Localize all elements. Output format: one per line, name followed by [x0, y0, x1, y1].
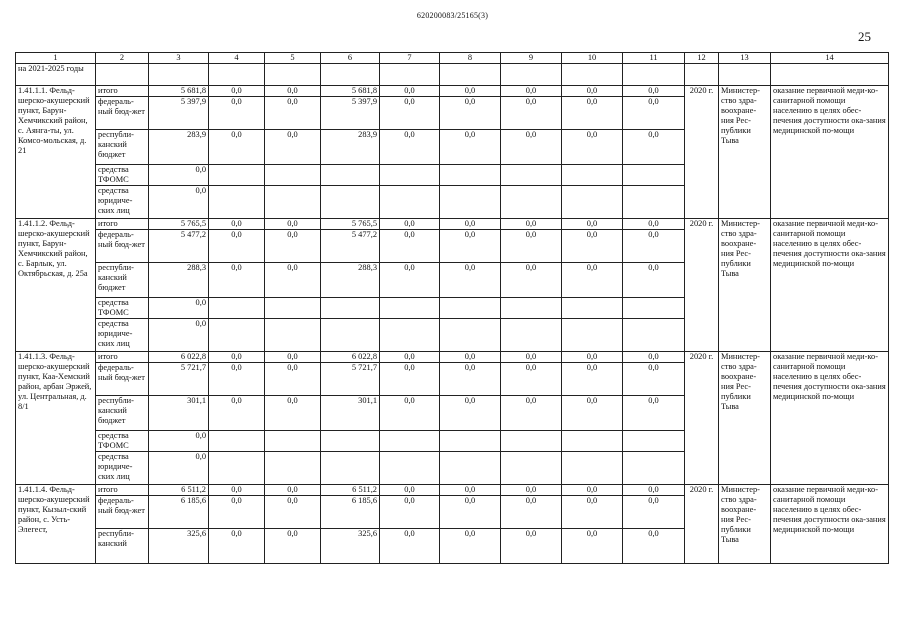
amount-cell: 0,0: [380, 130, 440, 165]
amount-cell: 0,0: [380, 86, 440, 97]
empty-cell: [501, 431, 562, 452]
amount-cell: 0,0: [501, 529, 562, 564]
amount-cell: 0,0: [562, 352, 623, 363]
amount-cell: 0,0: [501, 230, 562, 263]
empty-cell: [501, 165, 562, 186]
empty-cell: [265, 431, 321, 452]
empty-cell: [380, 165, 440, 186]
empty-cell: [562, 431, 623, 452]
table-row: [16, 219, 889, 230]
amount-cell: 0,0: [440, 263, 501, 298]
amount-cell: 0,0: [440, 363, 501, 396]
amount-cell: 0,0: [265, 230, 321, 263]
amount-cell: 0,0: [209, 485, 265, 496]
empty-cell: [321, 165, 380, 186]
amount-cell: 0,0: [265, 86, 321, 97]
empty-cell: [265, 452, 321, 485]
table-row: [16, 352, 889, 363]
amount-cell: 0,0: [209, 352, 265, 363]
budget-table: [15, 52, 889, 564]
amount-cell: 0,0: [501, 86, 562, 97]
empty-cell: [321, 186, 380, 219]
empty-cell: [265, 165, 321, 186]
intro-row: [16, 64, 889, 86]
amount-cell: 0,0: [623, 352, 685, 363]
amount-cell: 0,0: [380, 363, 440, 396]
amount-cell: 5 681,8: [321, 86, 380, 97]
amount-cell: 0,0: [149, 165, 209, 186]
amount-cell: 6 185,6: [149, 496, 209, 529]
empty-cell: [380, 319, 440, 352]
amount-cell: 0,0: [209, 219, 265, 230]
amount-cell: 283,9: [321, 130, 380, 165]
year-cell: 2020 г.: [685, 485, 719, 564]
year-cell: 2020 г.: [685, 86, 719, 219]
amount-cell: 0,0: [501, 352, 562, 363]
column-header: 1: [16, 53, 96, 64]
amount-cell: 0,0: [265, 496, 321, 529]
empty-cell: [265, 319, 321, 352]
amount-cell: 0,0: [380, 97, 440, 130]
empty-cell: [440, 452, 501, 485]
amount-cell: 0,0: [209, 97, 265, 130]
amount-cell: 0,0: [380, 219, 440, 230]
funding-source: итого: [96, 219, 149, 230]
amount-cell: 0,0: [440, 496, 501, 529]
amount-cell: 0,0: [623, 219, 685, 230]
empty-cell: [440, 319, 501, 352]
purpose-cell: оказание первичной меди-ко-санитарной помощи населению в целях обес-печения доступности ока-зания медицинской по-мощи: [771, 86, 889, 219]
column-header: 8: [440, 53, 501, 64]
amount-cell: 0,0: [209, 363, 265, 396]
empty-cell: [623, 431, 685, 452]
empty-cell: [380, 452, 440, 485]
amount-cell: 0,0: [623, 130, 685, 165]
amount-cell: 301,1: [321, 396, 380, 431]
amount-cell: 0,0: [380, 529, 440, 564]
amount-cell: 0,0: [440, 86, 501, 97]
amount-cell: 0,0: [562, 496, 623, 529]
empty-cell: [209, 452, 265, 485]
amount-cell: 0,0: [265, 130, 321, 165]
purpose-cell: оказание первичной меди-ко-санитарной помощи населению в целях обес-печения доступности ока-зания медицинской по-мощи: [771, 352, 889, 485]
amount-cell: 5 721,7: [149, 363, 209, 396]
amount-cell: 0,0: [380, 396, 440, 431]
facility-name: 1.41.1.1. Фельд-шерско-акушерский пункт, Барун-Хемчикский район, с. Аянга-ты, ул. Комсо-мольская, д. 21: [16, 86, 96, 219]
amount-cell: 0,0: [562, 485, 623, 496]
amount-cell: 0,0: [380, 263, 440, 298]
empty-cell: [440, 165, 501, 186]
funding-source: итого: [96, 86, 149, 97]
amount-cell: 5 477,2: [321, 230, 380, 263]
amount-cell: 0,0: [623, 97, 685, 130]
amount-cell: 0,0: [265, 97, 321, 130]
empty-cell: [209, 165, 265, 186]
amount-cell: 5 397,9: [321, 97, 380, 130]
empty-cell: [562, 186, 623, 219]
column-header: 13: [719, 53, 771, 64]
funding-source: федераль-ный бюд-жет: [96, 97, 149, 130]
funding-source: республи-канский бюджет: [96, 263, 149, 298]
empty-cell: [562, 452, 623, 485]
amount-cell: 0,0: [562, 219, 623, 230]
amount-cell: 0,0: [562, 97, 623, 130]
amount-cell: 0,0: [501, 219, 562, 230]
amount-cell: 0,0: [265, 219, 321, 230]
column-header: 14: [771, 53, 889, 64]
year-cell: 2020 г.: [685, 219, 719, 352]
amount-cell: 0,0: [501, 363, 562, 396]
funding-source: федераль-ный бюд-жет: [96, 363, 149, 396]
amount-cell: 0,0: [265, 363, 321, 396]
column-header: 6: [321, 53, 380, 64]
amount-cell: 0,0: [265, 485, 321, 496]
amount-cell: 0,0: [562, 130, 623, 165]
empty-cell: [623, 186, 685, 219]
amount-cell: 0,0: [623, 529, 685, 564]
funding-source: средства юридиче-ских лиц: [96, 452, 149, 485]
empty-cell: [623, 319, 685, 352]
amount-cell: 0,0: [380, 352, 440, 363]
amount-cell: 0,0: [265, 263, 321, 298]
amount-cell: 6 022,8: [321, 352, 380, 363]
empty-cell: [623, 452, 685, 485]
amount-cell: 6 022,8: [149, 352, 209, 363]
column-header: 12: [685, 53, 719, 64]
amount-cell: 0,0: [440, 219, 501, 230]
column-header: 10: [562, 53, 623, 64]
ministry-cell: Министер-ство здра-воохране-ния Рес-публики Тыва: [719, 352, 771, 485]
amount-cell: 0,0: [149, 298, 209, 319]
empty-cell: [440, 186, 501, 219]
amount-cell: 0,0: [209, 496, 265, 529]
ministry-cell: Министер-ство здра-воохране-ния Рес-публики Тыва: [719, 485, 771, 564]
amount-cell: 0,0: [149, 452, 209, 485]
empty-cell: [501, 452, 562, 485]
amount-cell: 0,0: [562, 263, 623, 298]
purpose-cell: оказание первичной меди-ко-санитарной помощи населению в целях обес-печения доступности ока-зания медицинской по-мощи: [771, 485, 889, 564]
column-header: 11: [623, 53, 685, 64]
funding-source: итого: [96, 352, 149, 363]
amount-cell: 0,0: [440, 130, 501, 165]
amount-cell: 0,0: [440, 97, 501, 130]
funding-source: средства юридиче-ских лиц: [96, 186, 149, 219]
amount-cell: 6 511,2: [149, 485, 209, 496]
empty-cell: [321, 319, 380, 352]
amount-cell: 0,0: [501, 130, 562, 165]
amount-cell: 5 477,2: [149, 230, 209, 263]
funding-source: республи-канский бюджет: [96, 396, 149, 431]
table-row: [16, 86, 889, 97]
facility-name: 1.41.1.2. Фельд-шерско-акушерский пункт, Барун-Хемчикский район, с. Барлык, ул. Октябрьская, д. 25а: [16, 219, 96, 352]
amount-cell: 0,0: [501, 496, 562, 529]
amount-cell: 0,0: [562, 86, 623, 97]
column-header: 4: [209, 53, 265, 64]
amount-cell: 0,0: [380, 230, 440, 263]
amount-cell: 288,3: [321, 263, 380, 298]
empty-cell: [209, 186, 265, 219]
amount-cell: 0,0: [149, 186, 209, 219]
funding-source: республи-канский: [96, 529, 149, 564]
amount-cell: 5 765,5: [321, 219, 380, 230]
amount-cell: 0,0: [501, 396, 562, 431]
funding-source: средства юридиче-ских лиц: [96, 319, 149, 352]
amount-cell: 0,0: [209, 86, 265, 97]
amount-cell: 0,0: [623, 86, 685, 97]
document-id: 620200083/25165(3): [416, 11, 489, 20]
amount-cell: 0,0: [149, 431, 209, 452]
amount-cell: 0,0: [440, 352, 501, 363]
empty-cell: [209, 298, 265, 319]
amount-cell: 0,0: [623, 263, 685, 298]
amount-cell: 0,0: [209, 529, 265, 564]
empty-cell: [562, 319, 623, 352]
funding-source: средства ТФОМС: [96, 165, 149, 186]
amount-cell: 0,0: [623, 496, 685, 529]
amount-cell: 0,0: [209, 230, 265, 263]
amount-cell: 0,0: [562, 396, 623, 431]
amount-cell: 0,0: [209, 263, 265, 298]
empty-cell: [623, 298, 685, 319]
amount-cell: 0,0: [209, 396, 265, 431]
year-cell: 2020 г.: [685, 352, 719, 485]
amount-cell: 0,0: [501, 485, 562, 496]
facility-name: 1.41.1.4. Фельд-шерско-акушерский пункт, Кызыл-ский район, с. Усть-Элегест,: [16, 485, 96, 564]
ministry-cell: Министер-ство здра-воохране-ния Рес-публики Тыва: [719, 219, 771, 352]
empty-cell: [501, 298, 562, 319]
empty-cell: [209, 431, 265, 452]
amount-cell: 0,0: [623, 485, 685, 496]
empty-cell: [562, 298, 623, 319]
amount-cell: 0,0: [440, 529, 501, 564]
empty-cell: [380, 298, 440, 319]
amount-cell: 6 511,2: [321, 485, 380, 496]
amount-cell: 0,0: [149, 319, 209, 352]
amount-cell: 0,0: [380, 485, 440, 496]
page-number: 25: [858, 29, 871, 44]
empty-cell: [265, 186, 321, 219]
facility-name: 1.41.1.3. Фельд-шерско-акушерский пункт, Каа-Хемский район, арбан Эржей, ул. Центральная, д. 8/1: [16, 352, 96, 485]
amount-cell: 0,0: [501, 97, 562, 130]
amount-cell: 5 681,8: [149, 86, 209, 97]
amount-cell: 0,0: [440, 485, 501, 496]
empty-cell: [501, 319, 562, 352]
table-row: [16, 485, 889, 496]
intro-text: на 2021-2025 годы: [16, 64, 96, 86]
amount-cell: 0,0: [562, 363, 623, 396]
amount-cell: 5 765,5: [149, 219, 209, 230]
amount-cell: 0,0: [562, 230, 623, 263]
amount-cell: 0,0: [265, 352, 321, 363]
column-header: 5: [265, 53, 321, 64]
empty-cell: [380, 431, 440, 452]
empty-cell: [321, 431, 380, 452]
funding-source: средства ТФОМС: [96, 431, 149, 452]
amount-cell: 325,6: [321, 529, 380, 564]
amount-cell: 5 721,7: [321, 363, 380, 396]
empty-cell: [440, 431, 501, 452]
column-header: 2: [96, 53, 149, 64]
funding-source: итого: [96, 485, 149, 496]
ministry-cell: Министер-ство здра-воохране-ния Рес-публики Тыва: [719, 86, 771, 219]
amount-cell: 325,6: [149, 529, 209, 564]
amount-cell: 0,0: [265, 529, 321, 564]
empty-cell: [321, 298, 380, 319]
amount-cell: 0,0: [623, 396, 685, 431]
column-header: 3: [149, 53, 209, 64]
amount-cell: 0,0: [440, 230, 501, 263]
amount-cell: 0,0: [380, 496, 440, 529]
purpose-cell: оказание первичной меди-ко-санитарной помощи населению в целях обес-печения доступности ока-зания медицинской по-мощи: [771, 219, 889, 352]
amount-cell: 288,3: [149, 263, 209, 298]
empty-cell: [501, 186, 562, 219]
empty-cell: [265, 298, 321, 319]
funding-source: республи-канский бюджет: [96, 130, 149, 165]
amount-cell: 0,0: [623, 230, 685, 263]
header-row: [16, 53, 889, 64]
amount-cell: 0,0: [209, 130, 265, 165]
amount-cell: 0,0: [623, 363, 685, 396]
amount-cell: 0,0: [562, 529, 623, 564]
column-header: 7: [380, 53, 440, 64]
amount-cell: 301,1: [149, 396, 209, 431]
amount-cell: 283,9: [149, 130, 209, 165]
empty-cell: [440, 298, 501, 319]
amount-cell: 0,0: [265, 396, 321, 431]
amount-cell: 0,0: [501, 263, 562, 298]
funding-source: средства ТФОМС: [96, 298, 149, 319]
empty-cell: [562, 165, 623, 186]
empty-cell: [623, 165, 685, 186]
amount-cell: 5 397,9: [149, 97, 209, 130]
amount-cell: 0,0: [440, 396, 501, 431]
empty-cell: [380, 186, 440, 219]
column-header: 9: [501, 53, 562, 64]
empty-cell: [321, 452, 380, 485]
funding-source: федераль-ный бюд-жет: [96, 496, 149, 529]
funding-source: федераль-ный бюд-жет: [96, 230, 149, 263]
amount-cell: 6 185,6: [321, 496, 380, 529]
empty-cell: [209, 319, 265, 352]
